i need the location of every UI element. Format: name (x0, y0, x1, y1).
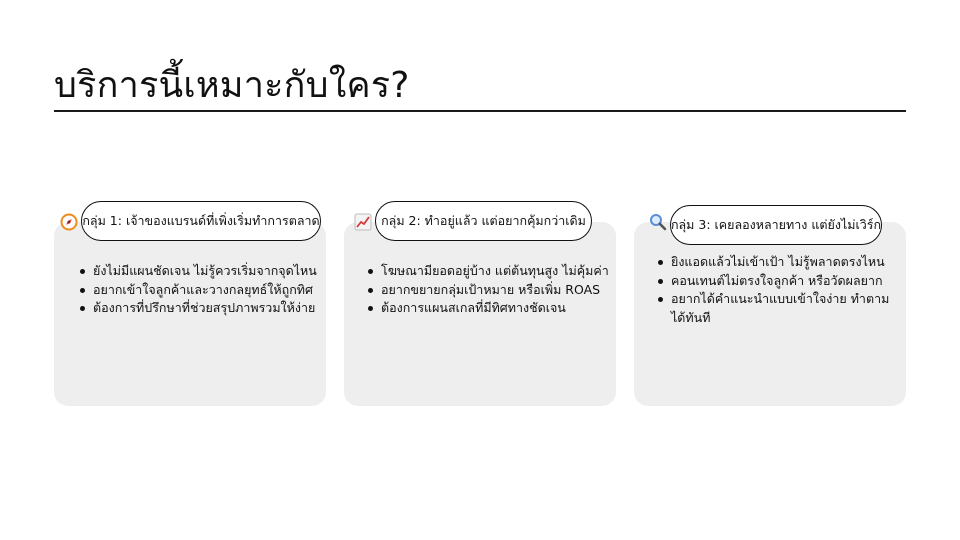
list-item: ยิงแอดแล้วไม่เข้าเป้า ไม่รู้พลาดตรงไหน (656, 253, 896, 272)
group-1-label: กลุ่ม 1: เจ้าของแบรนด์ที่เพิ่งเริ่มทำการตลาด (82, 213, 320, 228)
group-3-label-pill (670, 205, 882, 245)
list-item: คอนเทนต์ไม่ตรงใจลูกค้า หรือวัดผลยาก (656, 272, 896, 291)
group-1-label-pill (81, 201, 321, 241)
list-item: โฆษณามียอดอยู่บ้าง แต่ต้นทุนสูง ไม่คุ้มค่า (366, 262, 612, 281)
list-item: อยากเข้าใจลูกค้าและวางกลยุทธ์ให้ถูกทิศ (78, 281, 324, 300)
list-item: ต้องการแผนสเกลที่มีทิศทางชัดเจน (366, 299, 612, 318)
list-item: ต้องการที่ปรึกษาที่ช่วยสรุปภาพรวมให้ง่าย (78, 299, 324, 318)
group-3-bullet-list (656, 253, 896, 327)
compass-icon (60, 213, 78, 231)
group-2-label: กลุ่ม 2: ทำอยู่แล้ว แต่อยากคุ้มกว่าเดิม (381, 213, 586, 228)
title-divider (54, 110, 906, 112)
chart-increasing-icon (354, 213, 372, 231)
group-3-label: กลุ่ม 3: เคยลองหลายทาง แต่ยังไม่เวิร์ก (670, 217, 882, 232)
group-2-bullet-list (366, 262, 612, 318)
page-title: บริการนี้เหมาะกับใคร? (54, 65, 410, 106)
list-item: ยังไม่มีแผนชัดเจน ไม่รู้ควรเริ่มจากจุดไหน (78, 262, 324, 281)
group-1-bullet-list (78, 262, 324, 318)
list-item: อยากขยายกลุ่มเป้าหมาย หรือเพิ่ม ROAS (366, 281, 612, 300)
list-item: อยากได้คำแนะนำแบบเข้าใจง่าย ทำตามได้ทันที (656, 290, 896, 327)
magnifier-icon (649, 213, 667, 231)
group-2-label-pill (375, 201, 592, 241)
